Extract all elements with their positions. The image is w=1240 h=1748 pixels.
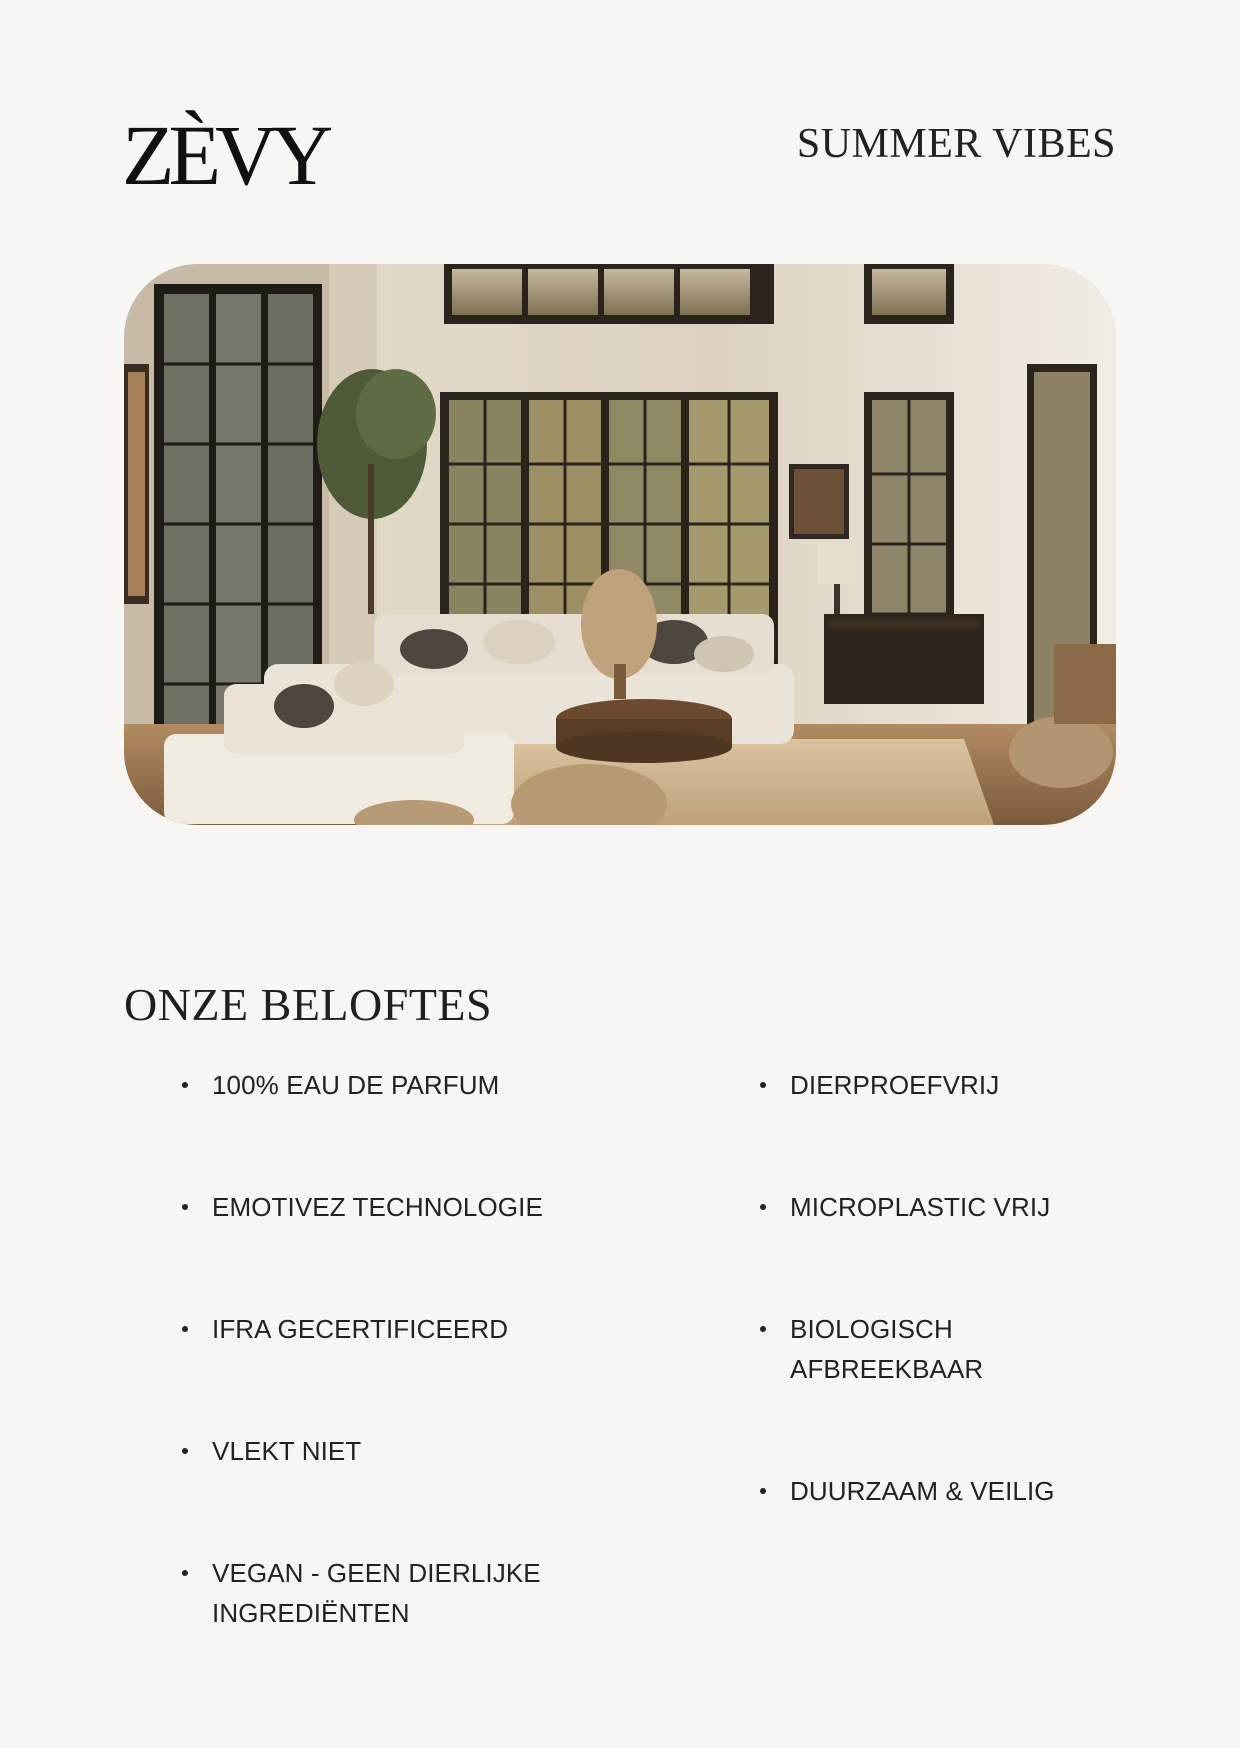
bullet-icon (760, 1326, 766, 1332)
list-item-text: EMOTIVEZ TECHNOLOGIE (212, 1192, 543, 1222)
brand-logo: ZÈVY (122, 107, 328, 203)
list-item (758, 1065, 1118, 1105)
bullet-icon (760, 1488, 766, 1494)
promises-heading: ONZE BELOFTES (124, 979, 493, 1030)
list-item (180, 1187, 610, 1227)
list-item-text: DIERPROEFVRIJ (790, 1070, 1000, 1100)
bullet-icon (182, 1082, 188, 1088)
bullet-icon (760, 1082, 766, 1088)
bullet-icon (182, 1204, 188, 1210)
bullet-icon (182, 1326, 188, 1332)
list-item-text: MICROPLASTIC VRIJ (790, 1192, 1051, 1222)
list-item (758, 1309, 1118, 1389)
list-item (758, 1187, 1118, 1227)
living-room-photo (124, 264, 1116, 825)
bullet-icon (182, 1570, 188, 1576)
list-item-text: IFRA GECERTIFICEERD (212, 1314, 509, 1344)
list-item (180, 1431, 610, 1471)
list-item-text: BIOLOGISCH AFBREEKBAAR (790, 1314, 984, 1384)
list-item-text: VEGAN - GEEN DIERLIJKE INGREDIËNTEN (212, 1558, 541, 1628)
hero-image (124, 264, 1116, 825)
list-item (180, 1309, 610, 1349)
list-item (758, 1471, 1118, 1511)
bullet-icon (182, 1448, 188, 1454)
collection-title: SUMMER VIBES (796, 121, 1116, 167)
list-item-text: VLEKT NIET (212, 1436, 362, 1466)
list-item (180, 1553, 610, 1633)
list-item (180, 1065, 610, 1105)
list-item-text: DUURZAAM & VEILIG (790, 1476, 1055, 1506)
list-item-text: 100% EAU DE PARFUM (212, 1070, 500, 1100)
bullet-icon (760, 1204, 766, 1210)
